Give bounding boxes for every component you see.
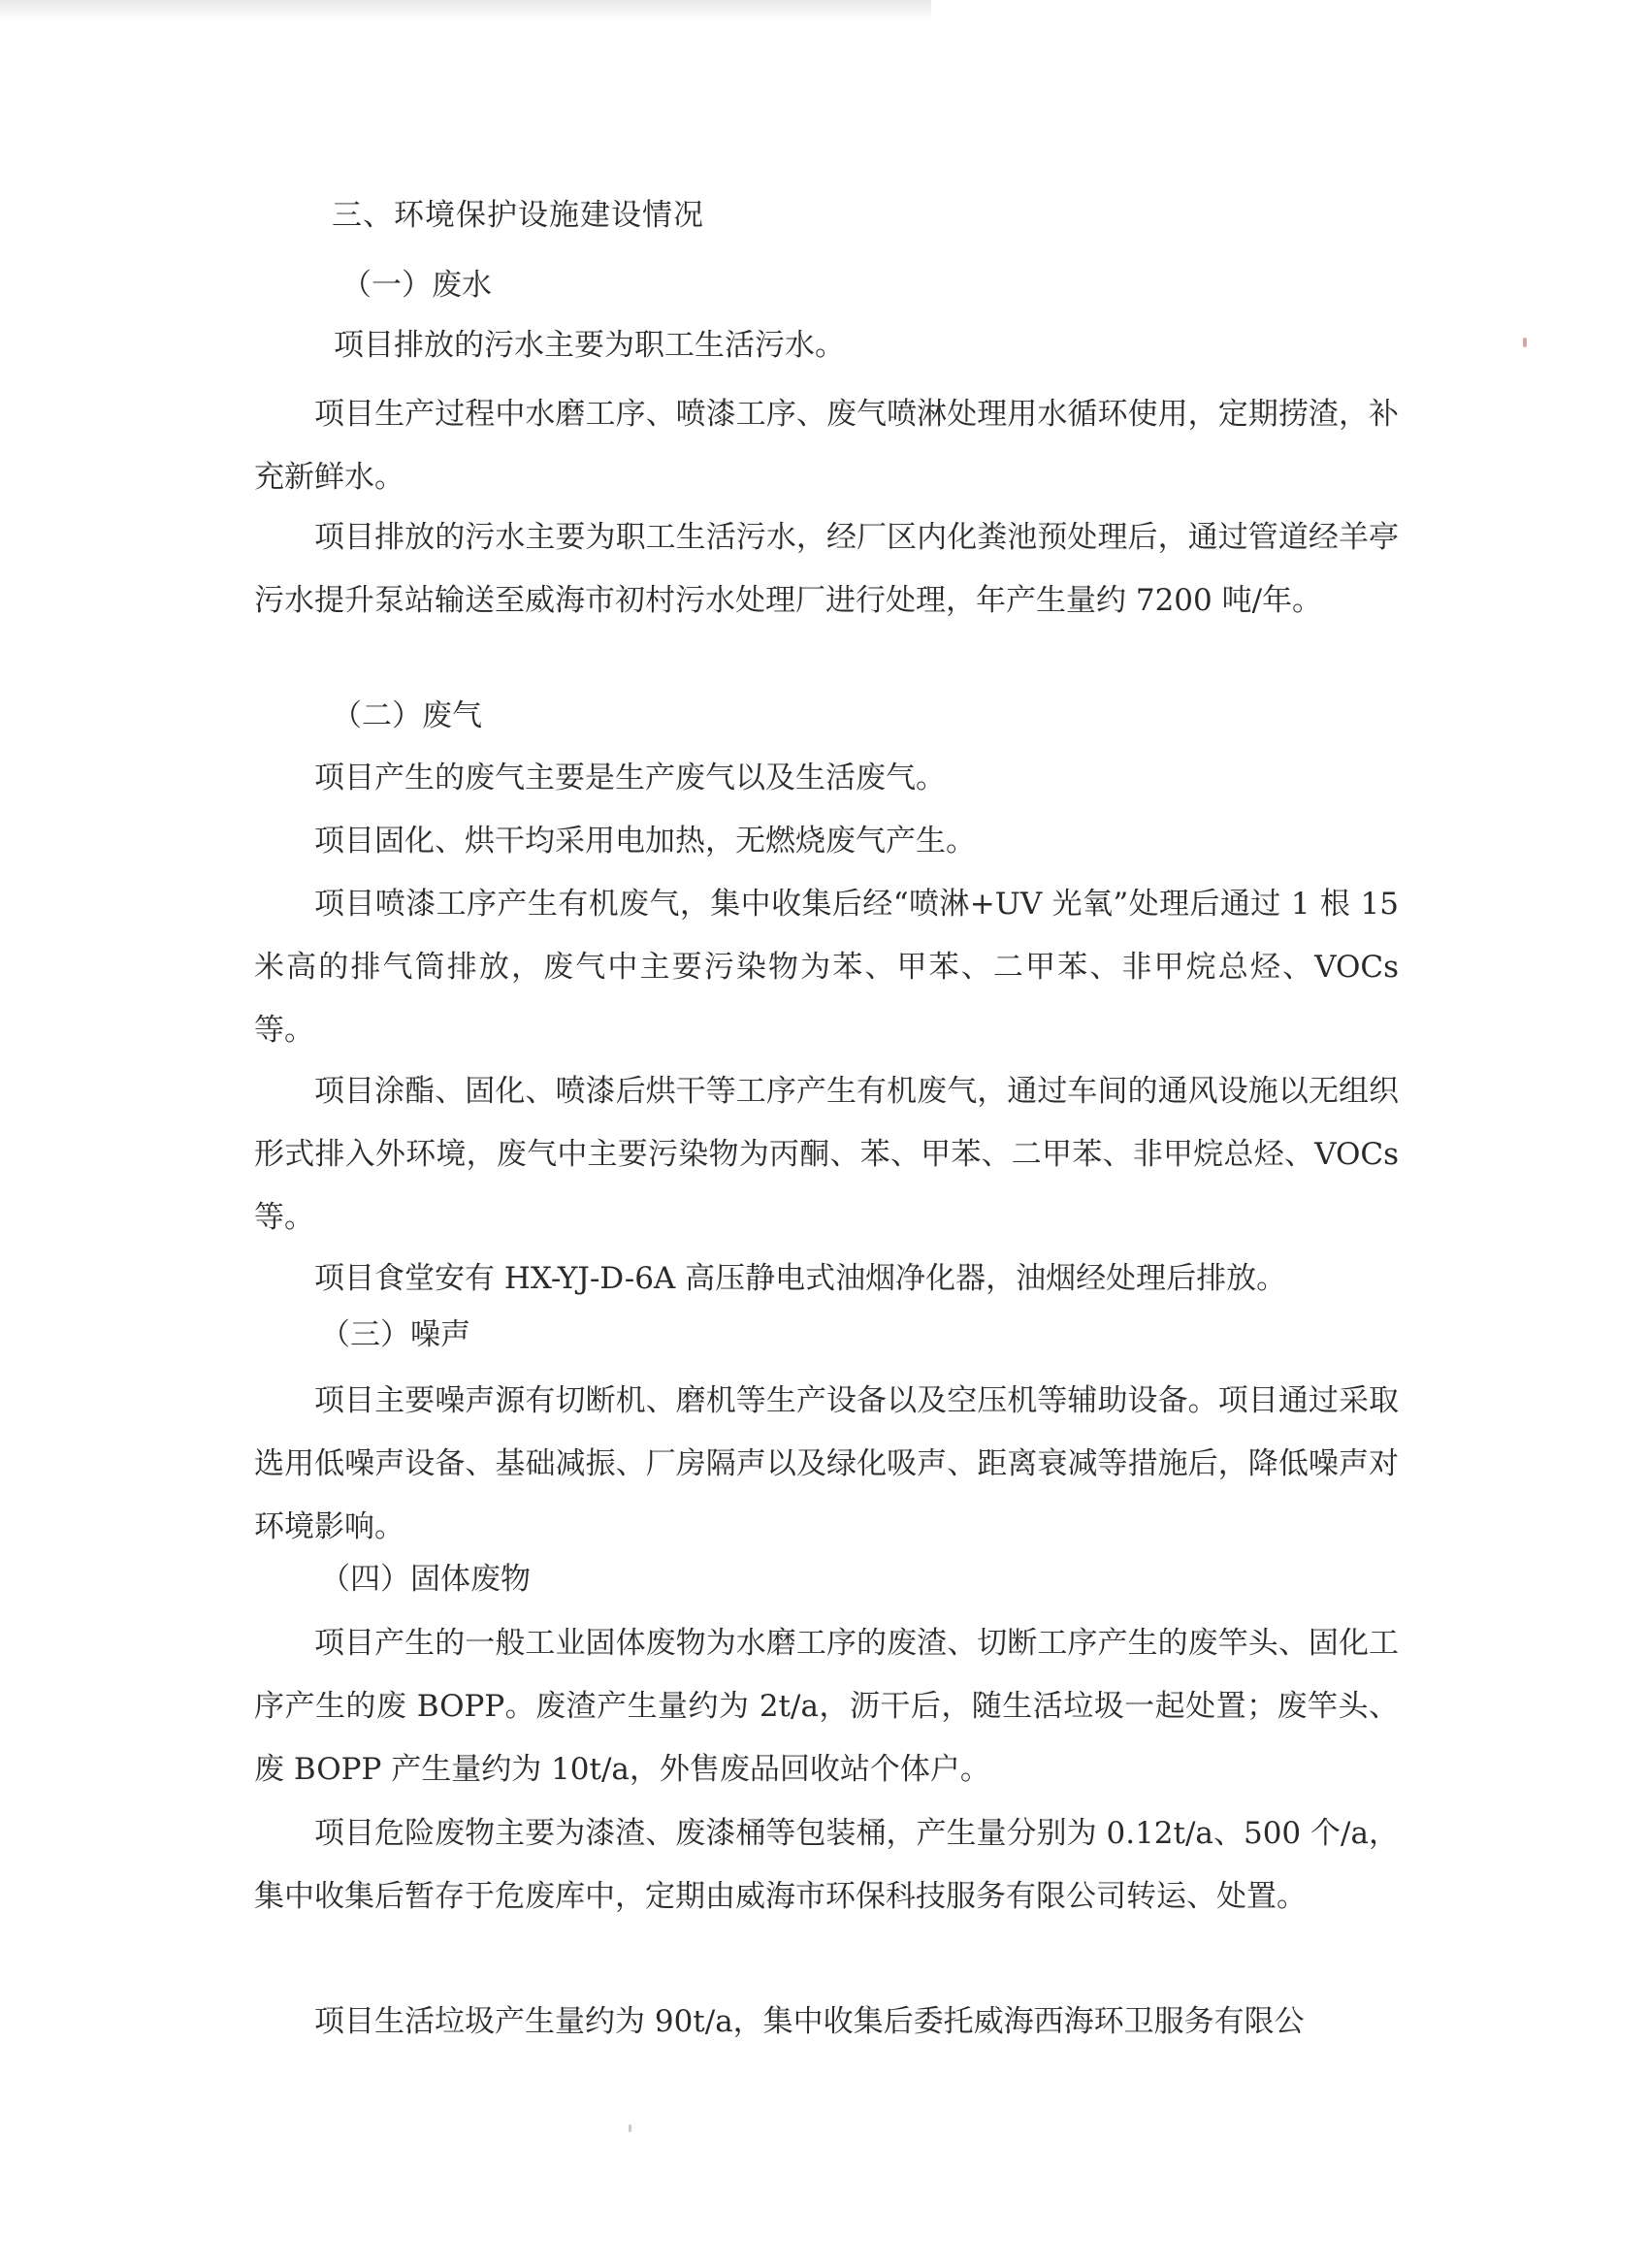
paragraph-solid-waste-1: 项目产生的一般工业固体废物为水磨工序的废渣、切断工序产生的废竿头、固化工序产生的废 BOPP。废渣产生量约为 2t/a，沥干后，随生活垃圾一起处置；废竿头、废 BOPP 产生量约为 10t/a，外售废品回收站个体户。	[254, 1626, 1399, 1787]
paragraph-exhaust-5: 项目食堂安有 HX-YJ-D-6A 高压静电式油烟净化器，油烟经处理后排放。	[314, 1261, 1287, 1296]
subsection-title-wastewater: （一）废水	[341, 268, 492, 303]
subsection-title-solid-waste: （四）固体废物	[320, 1562, 531, 1597]
subsection-title-noise: （三）噪声	[320, 1317, 470, 1352]
scan-speck	[629, 2124, 631, 2132]
paragraph-exhaust-2: 项目固化、烘干均采用电加热，无燃烧废气产生。	[314, 824, 976, 859]
paragraph-wastewater-3: 项目排放的污水主要为职工生活污水，经厂区内化粪池预处理后，通过管道经羊亭污水提升泵站输送至威海市初村污水处理厂进行处理，年产生量约 7200 吨/年。	[254, 520, 1399, 618]
paragraph-exhaust-4: 项目涂酯、固化、喷漆后烘干等工序产生有机废气，通过车间的通风设施以无组织形式排入外环境，废气中主要污染物为丙酮、苯、甲苯、二甲苯、非甲烷总烃、VOCs 等。	[254, 1074, 1399, 1235]
subsection-title-exhaust: （二）废气	[332, 698, 482, 733]
paragraph-solid-waste-2: 项目危险废物主要为漆渣、废漆桶等包装桶，产生量分别为 0.12t/a、500 个/a，集中收集后暂存于危废库中，定期由威海市环保科技服务有限公司转运、处置。	[254, 1816, 1399, 1914]
paragraph-exhaust-1: 项目产生的废气主要是生产废气以及生活废气。	[314, 761, 946, 795]
section-heading: 三、环境保护设施建设情况	[332, 198, 704, 233]
paragraph-wastewater-1: 项目排放的污水主要为职工生活污水。	[334, 328, 845, 363]
paragraph-solid-waste-3: 项目生活垃圾产生量约为 90t/a，集中收集后委托威海西海环卫服务有限公	[314, 2004, 1305, 2039]
scan-speck	[1523, 338, 1527, 347]
paragraph-wastewater-2: 项目生产过程中水磨工序、喷漆工序、废气喷淋处理用水循环使用，定期捞渣，补充新鲜水。	[254, 397, 1399, 495]
paragraph-exhaust-3: 项目喷漆工序产生有机废气，集中收集后经“喷淋+UV 光氧”处理后通过 1 根 15 米高的排气筒排放，废气中主要污染物为苯、甲苯、二甲苯、非甲烷总烃、VOCs 等。	[254, 887, 1399, 1048]
paragraph-noise-1: 项目主要噪声源有切断机、磨机等生产设备以及空压机等辅助设备。项目通过采取选用低噪声设备、基础减振、厂房隔声以及绿化吸声、距离衰减等措施后，降低噪声对环境影响。	[254, 1383, 1399, 1544]
